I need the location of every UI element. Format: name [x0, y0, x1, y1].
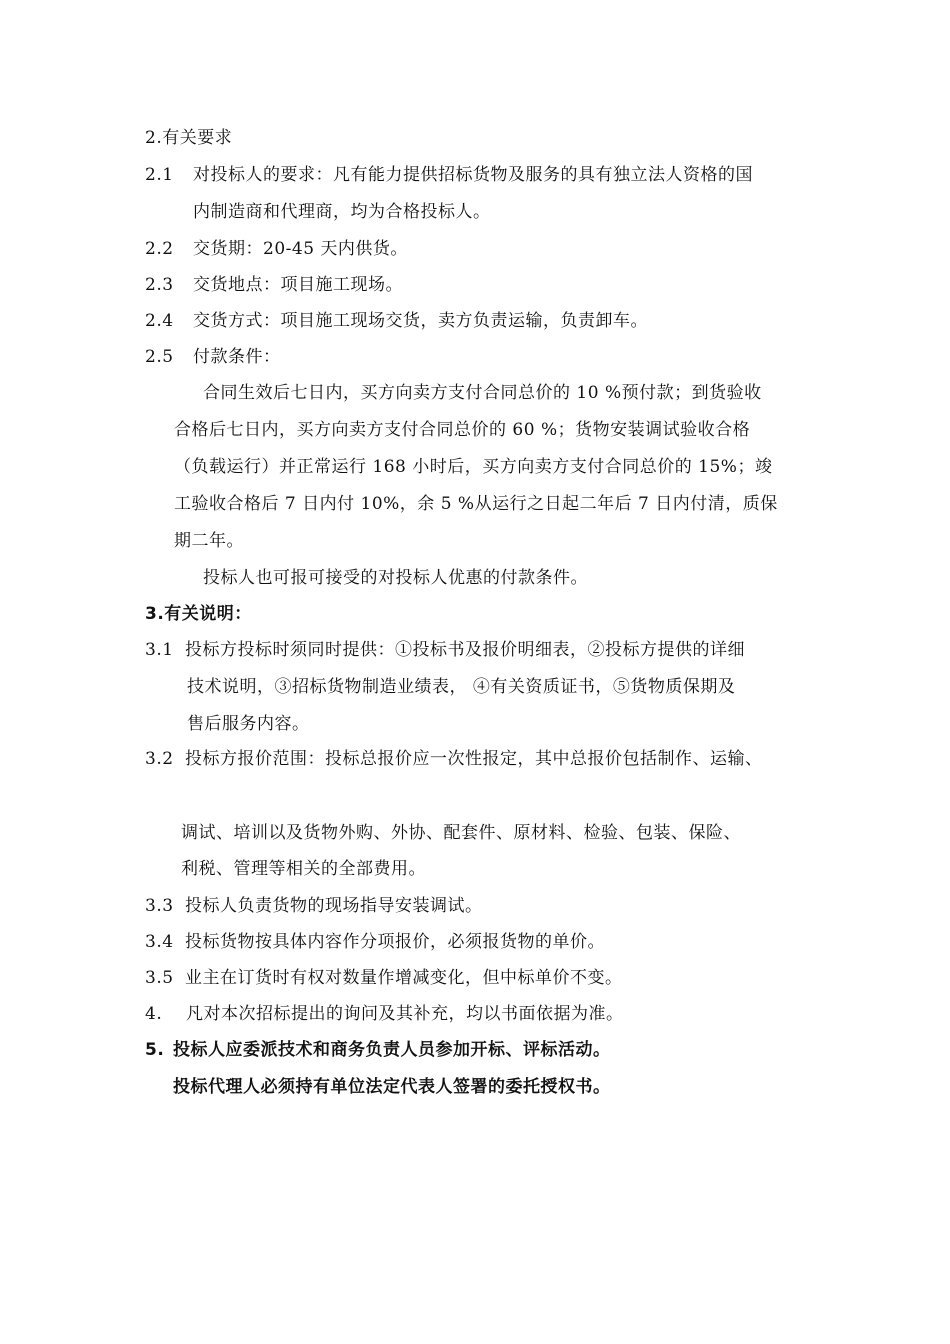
item-number: 3.2: [145, 749, 174, 769]
item-3-2-continuation: 利税、管理等相关的全部费用。: [181, 859, 426, 879]
item-3-4: [145, 930, 605, 954]
item-text: 交货地点：项目施工现场。: [193, 275, 403, 295]
item-text: 投标方投标时须同时提供：①投标书及报价明细表，②投标方提供的详细: [185, 640, 745, 660]
payment-line: 期二年。: [174, 531, 244, 551]
item-text: 付款条件：: [193, 347, 281, 367]
item-text: 投标人应委派技术和商务负责人员参加开标、评标活动。: [173, 1040, 611, 1060]
item-number: 3.4: [145, 932, 174, 952]
item-text: 交货期：20-45 天内供货。: [193, 239, 408, 259]
payment-note: 投标人也可报可接受的对投标人优惠的付款条件。: [203, 568, 588, 588]
item-2-3: [145, 273, 403, 297]
item-number: 2.2: [145, 239, 174, 259]
item-text: 对投标人的要求：凡有能力提供招标货物及服务的具有独立法人资格的国: [193, 165, 753, 185]
item-3-5: [145, 966, 623, 990]
item-3-1-continuation: 售后服务内容。: [187, 714, 310, 734]
section-2-heading: 2.有关要求: [145, 128, 233, 148]
item-2-2: [145, 237, 408, 261]
item-number: 3.1: [145, 640, 174, 660]
item-text: 投标人负责货物的现场指导安装调试。: [185, 896, 483, 916]
item-number: 5.: [145, 1040, 165, 1060]
item-2-5: [145, 345, 281, 369]
item-text: 投标方报价范围：投标总报价应一次性报定，其中总报价包括制作、运输、: [185, 749, 763, 769]
item-3-3: [145, 894, 483, 918]
item-5: [145, 1038, 611, 1062]
item-number: 2.5: [145, 347, 174, 367]
item-3-1-continuation: 技术说明，③招标货物制造业绩表， ④有关资质证书，⑤货物质保期及: [187, 677, 736, 697]
item-number: 4.: [145, 1004, 163, 1024]
item-number: 2.1: [145, 165, 174, 185]
item-5-continuation: 投标代理人必须持有单位法定代表人签署的委托授权书。: [173, 1077, 611, 1097]
payment-line: （负载运行）并正常运行 168 小时后，买方向卖方支付合同总价的 15%；竣: [174, 457, 773, 477]
item-4: [145, 1002, 624, 1026]
item-number: 2.4: [145, 311, 174, 331]
item-text: 凡对本次招标提出的询问及其补充，均以书面依据为准。: [186, 1004, 624, 1024]
item-text: 业主在订货时有权对数量作增减变化，但中标单价不变。: [185, 968, 623, 988]
item-3-2: [145, 747, 763, 771]
payment-line: 合格后七日内，买方向卖方支付合同总价的 60 %；货物安装调试验收合格: [174, 420, 751, 440]
item-number: 3.5: [145, 968, 174, 988]
section-3-heading: 3.有关说明：: [145, 604, 252, 624]
item-2-4: [145, 309, 648, 333]
item-number: 3.3: [145, 896, 174, 916]
item-2-1: [145, 163, 753, 187]
item-2-1-continuation: 内制造商和代理商，均为合格投标人。: [193, 202, 491, 222]
item-number: 2.3: [145, 275, 174, 295]
item-3-2-continuation: 调试、培训以及货物外购、外协、配套件、原材料、检验、包装、保险、: [181, 823, 741, 843]
payment-line: 工验收合格后 7 日内付 10%，余 5 %从运行之日起二年后 7 日内付清，质保: [174, 494, 778, 514]
item-text: 投标货物按具体内容作分项报价，必须报货物的单价。: [185, 932, 605, 952]
item-text: 交货方式：项目施工现场交货，卖方负责运输，负责卸车。: [193, 311, 648, 331]
payment-line: 合同生效后七日内，买方向卖方支付合同总价的 10 %预付款；到货验收: [203, 383, 762, 403]
item-3-1: [145, 638, 745, 662]
